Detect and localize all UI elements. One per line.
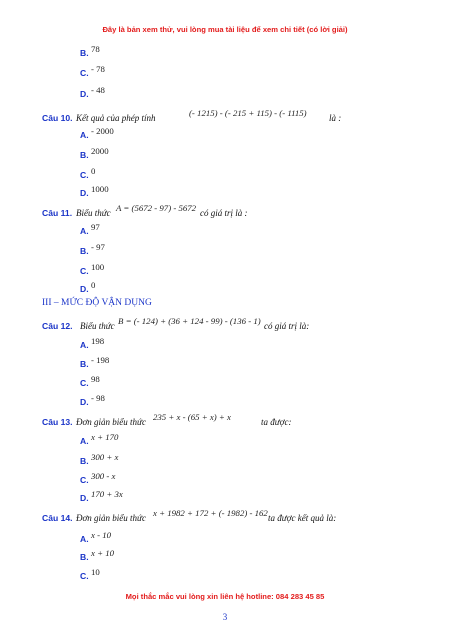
option-value: - 78: [91, 64, 105, 74]
question-expression: x + 1982 + 172 + (- 1982) - 162: [153, 508, 268, 518]
hotline-footer: Mọi thắc mắc vui lòng xin liên hệ hotline: 084 283 45 85: [125, 592, 325, 601]
question-prefix: Biểu thức: [80, 321, 115, 331]
question-label: Câu 12.: [42, 321, 73, 331]
option-value: 300 - x: [91, 471, 116, 481]
option-letter: C.: [80, 378, 89, 388]
option-value: - 2000: [91, 126, 114, 136]
page-number: 3: [222, 612, 228, 622]
question-expression: B = (- 124) + (36 + 124 - 99) - (136 - 1): [118, 316, 261, 326]
option-letter: C.: [80, 68, 89, 78]
question-suffix: là :: [329, 113, 342, 123]
option-letter: A.: [80, 340, 89, 350]
question-suffix: có giá trị là:: [264, 321, 310, 331]
option-value: 1000: [91, 184, 109, 194]
option-value: x - 10: [91, 530, 112, 540]
option-letter: B.: [80, 359, 89, 369]
option-value: - 98: [91, 393, 105, 403]
option-letter: B.: [80, 456, 89, 466]
option-value: - 48: [91, 85, 105, 95]
option-letter: A.: [80, 436, 89, 446]
option-value: - 198: [91, 355, 110, 365]
option-letter: D.: [80, 397, 89, 407]
question-expression: 235 + x - (65 + x) + x: [153, 412, 231, 422]
option-letter: C.: [80, 170, 89, 180]
option-value: 198: [91, 336, 105, 346]
option-letter: A.: [80, 130, 89, 140]
question-label: Câu 14.: [42, 513, 73, 523]
question-label: Câu 13.: [42, 417, 73, 427]
option-value: x + 170: [91, 432, 119, 442]
option-letter: B.: [80, 150, 89, 160]
option-value: 97: [91, 222, 100, 232]
option-letter: A.: [80, 534, 89, 544]
option-letter: D.: [80, 188, 89, 198]
option-letter: B.: [80, 552, 89, 562]
option-value: - 97: [91, 242, 105, 252]
option-letter: A.: [80, 226, 89, 236]
option-value: 98: [91, 374, 100, 384]
option-value: 78: [91, 44, 100, 54]
question-expression: A = (5672 - 97) - 5672: [116, 203, 197, 213]
option-letter: B.: [80, 48, 89, 58]
option-value: 100: [91, 262, 105, 272]
section-heading: III – MỨC ĐỘ VẬN DỤNG: [42, 298, 152, 308]
question-prefix: Kết quả của phép tính: [76, 113, 156, 123]
question-suffix: có giá trị là :: [200, 208, 248, 218]
option-value: 2000: [91, 146, 109, 156]
question-suffix: ta được:: [261, 417, 292, 427]
preview-banner: Đây là bản xem thử, vui lòng mua tài liệu để xem chi tiết (có lời giải): [102, 25, 348, 34]
question-expression: (- 1215) - (- 215 + 115) - (- 1115): [189, 108, 307, 118]
option-value: x + 10: [91, 548, 115, 558]
option-letter: B.: [80, 246, 89, 256]
option-value: 0: [91, 166, 96, 176]
option-letter: D.: [80, 284, 89, 294]
question-prefix: Đơn giản biểu thức: [76, 513, 146, 523]
option-letter: C.: [80, 475, 89, 485]
question-prefix: Đơn giản biểu thức: [76, 417, 146, 427]
question-suffix: ta được kết quả là:: [268, 513, 337, 523]
option-letter: D.: [80, 493, 89, 503]
option-value: 0: [91, 280, 96, 290]
option-letter: C.: [80, 571, 89, 581]
option-letter: D.: [80, 89, 89, 99]
option-value: 10: [91, 567, 100, 577]
question-label: Câu 10.: [42, 113, 73, 123]
question-prefix: Biểu thức: [76, 208, 111, 218]
option-letter: C.: [80, 266, 89, 276]
option-value: 300 + x: [91, 452, 119, 462]
option-value: 170 + 3x: [91, 489, 123, 499]
question-label: Câu 11.: [42, 208, 73, 218]
